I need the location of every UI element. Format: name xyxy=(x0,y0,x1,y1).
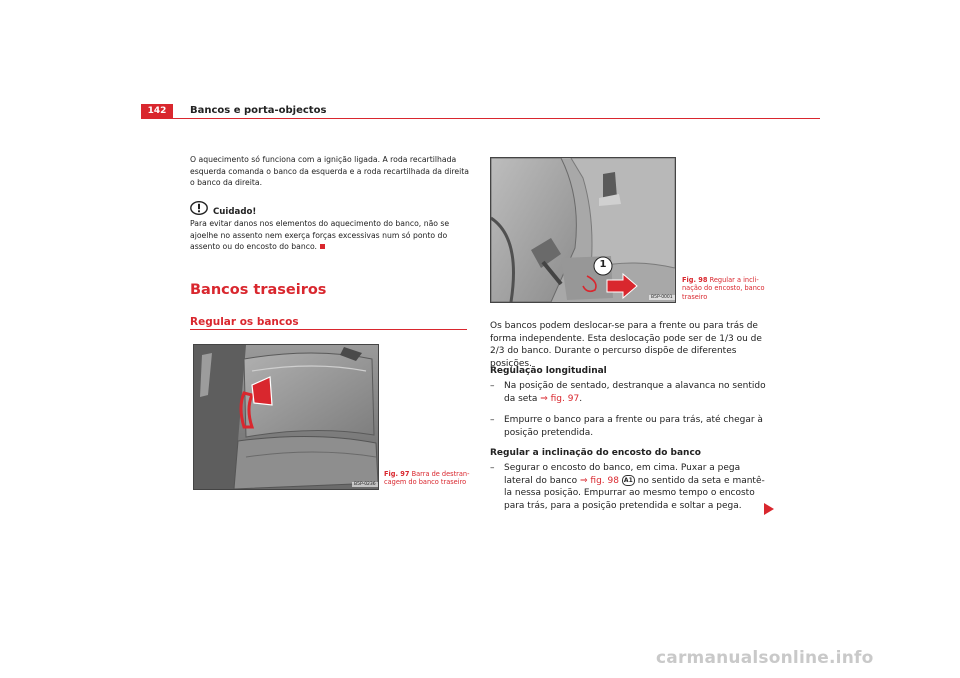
figure-97-caption xyxy=(384,470,470,487)
page-number: 142 xyxy=(141,104,173,118)
backrest-step-1-start: Segurar o encosto do banco, em cima. Puxar a pega lateral do banco xyxy=(504,463,741,486)
list-dash: – xyxy=(490,381,495,391)
caution-body: Para evitar danos nos elementos do aquecimento do banco, não se ajoelhe no assento nem exerça forças excessivas num só ponto do assento ou do encosto do banco. xyxy=(190,219,450,252)
fig-97-link[interactable]: ⇒ fig. 97 xyxy=(540,393,580,404)
figure-98-caption xyxy=(682,276,768,301)
figure-97-label: Fig. 97 xyxy=(384,470,410,478)
list-dash: – xyxy=(490,415,495,425)
figure-98-label: Fig. 98 xyxy=(682,276,708,284)
longitudinal-heading: Regulação longitudinal xyxy=(490,366,607,376)
longitudinal-step-2 xyxy=(490,414,770,439)
longitudinal-step-1-text: Na posição de sentado, destranque a alavanca no sentido da seta xyxy=(504,381,766,404)
intro-paragraph: O aquecimento só funciona com a ignição ligada. A roda recartilhada esquerda comanda o banco da esquerda e a roda recartilhada da direita o banco da direita. xyxy=(190,155,470,188)
list-dash: – xyxy=(490,463,495,473)
subsection-title: Regular os bancos xyxy=(190,316,299,328)
figure-98-caption-text: Regular a incli-nação do encosto, banco traseiro xyxy=(682,276,765,301)
figure-98-code: B5P-0001 xyxy=(651,295,673,300)
section-title: Bancos traseiros xyxy=(190,282,327,298)
subsection-divider xyxy=(190,329,467,330)
longitudinal-step-1 xyxy=(490,380,770,405)
triangle-right-icon xyxy=(764,500,774,519)
figure-98-image xyxy=(490,157,676,303)
backrest-step-1-end: no sentido da seta e mantê-la nessa posição. Empurrar ao mesmo tempo o encosto para trás, para a posição pretendida e soltar a pega. xyxy=(504,475,765,511)
fig-98-link[interactable]: ⇒ fig. 98 xyxy=(580,475,619,486)
longitudinal-step-2-text: Empurre o banco para a frente ou para trás, até chegar à posição pretendida. xyxy=(504,415,763,438)
exclamation-circle-icon xyxy=(190,200,208,214)
figure-97-image xyxy=(193,344,379,490)
caution-title: Cuidado! xyxy=(213,207,257,217)
backrest-heading: Regular a inclinação do encosto do banco xyxy=(490,448,701,458)
backrest-step-1 xyxy=(490,462,770,512)
watermark-text: carmanualsonline.info xyxy=(656,648,874,668)
running-header-title: Bancos e porta-objectos xyxy=(190,105,327,116)
longitudinal-step-1-end: . xyxy=(579,393,583,404)
main-paragraph: Os bancos podem deslocar-se para a frente ou para trás de forma independente. Esta deslocação pode ser de 1/3 ou de 2/3 do banco. Durante o percurso dispõe de diferentes posições. xyxy=(490,321,762,369)
figure-98-callout: 1 xyxy=(599,259,607,270)
caution-text xyxy=(190,218,470,253)
end-square-icon xyxy=(320,244,325,249)
figure-97-caption-text: Barra de destran-cagem do banco traseiro xyxy=(384,470,470,487)
callout-a1-badge: A1 xyxy=(622,475,635,486)
header-divider xyxy=(141,118,820,119)
figure-97-code: B5P-0236 xyxy=(354,482,376,487)
